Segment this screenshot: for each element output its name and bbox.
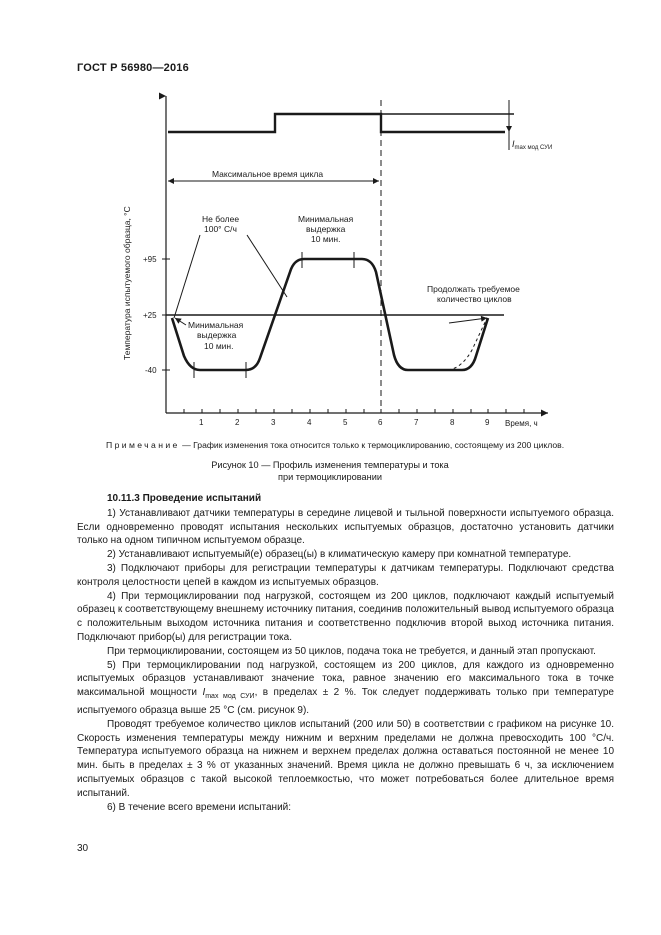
top-dwell-line1: Минимальная: [298, 214, 354, 224]
paragraph: 2) Устанавливают испытуемый(е) образец(ы) в климатическую камеру при комнатной температуре.: [107, 549, 572, 561]
y-tick-label: +25: [143, 311, 157, 320]
current-symbol: I: [202, 687, 206, 699]
continue-label-line1: Продолжать требуемое: [427, 284, 520, 294]
continue-arrow: [449, 318, 487, 323]
note-text: — График изменения тока относится только к термоциклированию, состоящему из 200 циклов.: [182, 440, 565, 450]
y-tick-label: +95: [143, 255, 157, 264]
x-tick-label: 9: [485, 418, 490, 427]
y-tick-label: -40: [145, 366, 157, 375]
note-label: Примечание: [106, 440, 180, 450]
section-body: [77, 492, 614, 814]
figure-note: [106, 440, 626, 451]
bottom-dwell-line3: 10 мин.: [204, 341, 234, 351]
x-tick-label: 6: [378, 418, 383, 427]
x-tick-label: 8: [450, 418, 455, 427]
top-dwell-line2: выдержка: [306, 224, 346, 234]
paragraph: 6) В течение всего времени испытаний:: [107, 801, 292, 813]
y-axis-label: Температура испытуемого образца, °С: [122, 206, 132, 360]
current-waveform: [168, 114, 505, 132]
max-cycle-label: Максимальное время цикла: [212, 169, 324, 179]
paragraph-text: , в пределах ± 2 %. Ток следует поддерживать только при температуре испытуемого образца выше 25 °С (см. рисунок 9).: [77, 687, 614, 716]
caption-line1: Рисунок 10 — Профиль изменения температуры и тока: [211, 460, 449, 470]
ramp-pointer-left: [174, 235, 200, 318]
paragraph: [77, 659, 614, 718]
x-tick-label: 5: [343, 418, 348, 427]
x-tick-label: 3: [271, 418, 276, 427]
figure-caption: [150, 460, 510, 483]
bottom-dwell-line1: Минимальная: [188, 320, 244, 330]
caption-line2: при термоциклировании: [278, 471, 382, 482]
page-number: 30: [77, 843, 89, 854]
document-header: ГОСТ Р 56980—2016: [77, 62, 189, 74]
section-title: 10.11.3 Проведение испытаний: [107, 493, 262, 504]
paragraph: 4) При термоциклировании под нагрузкой, состоящем из 200 циклов, подключают каждый испытуемый образец к соответствующему внешнему источнику питания, соединив положительный вывод испытуемого образца с положительным выходом источника питания и соответственно подключив второй выход источника питания. Подключают прибор(ы) для регистрации тока.: [77, 590, 614, 643]
paragraph: Проводят требуемое количество циклов испытаний (200 или 50) в соответствии с графиком на рисунке 10. Скорость изменения температуры между нижним и верхним пределами не должна превосходить 100 °С/ч. Температура испытуемого образца на нижнем и верхнем пределах должна оставаться постоянной не менее 10 мин. быть в пределах ± 3 % от указанных значений. Время цикла не должно превышать 6 ч, за исключением испытуемых образцов с такой высокой теплоемкостью, что может потребоваться более длительное время испытаний.: [77, 718, 614, 799]
bottom-dwell-line2: выдержка: [197, 330, 237, 340]
x-tick-label: 2: [235, 418, 240, 427]
x-tick-label: 4: [307, 418, 312, 427]
ramp-label-line2: 100° С/ч: [204, 224, 237, 234]
paragraph: 1) Устанавливают датчики температуры в середине лицевой и тыльной поверхности испытуемого образца. Если одновременно проводят испытания нескольких испытуемых образцов, достаточно установить датчики только на одном типичном испытуемом образце.: [77, 507, 614, 547]
x-tick-label: 1: [199, 418, 204, 427]
x-tick-label: 7: [414, 418, 419, 427]
ramp-pointer-right: [247, 235, 287, 297]
current-subscript: max мод СУИ: [205, 693, 255, 701]
paragraph: 3) Подключают приборы для регистрации температуры к датчикам температуры. Подключают средства контроля целостности цепей в каждом из испытуемых образцов.: [77, 562, 614, 588]
continue-label-line2: количество циклов: [437, 294, 512, 304]
x-axis-label: Время, ч: [505, 419, 538, 428]
top-dwell-line3: 10 мин.: [311, 234, 341, 244]
temperature-profile-figure: [0, 85, 661, 435]
current-label: $I_{max мод СУИ}$: [512, 139, 553, 151]
bottom-dwell-left-pointer: [175, 318, 186, 325]
paragraph: При термоциклировании, состоящем из 50 циклов, подача тока не требуется, и данный этап пропускают.: [107, 645, 596, 657]
ramp-label-line1: Не более: [202, 214, 240, 224]
paragraph-text: 5) При термоциклировании под нагрузкой, состоящем из 200 циклов, для каждого из одновременно испытуемых образцов устанавливают значение тока, равное значению его максимального тока в точке максимальной мощности: [77, 659, 614, 699]
